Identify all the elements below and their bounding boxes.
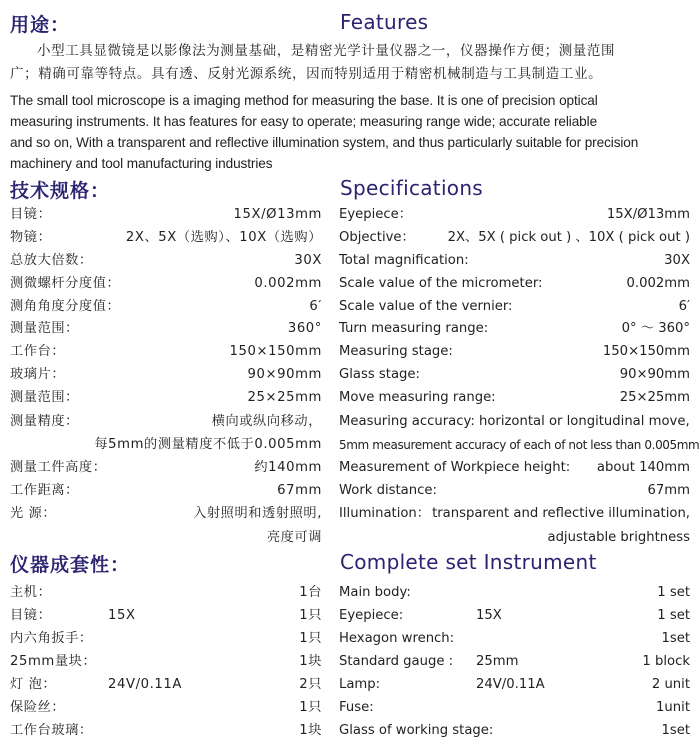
set-item-label: 25mm量块： — [10, 654, 97, 669]
set-item-label: Hexagon wrench: — [339, 631, 455, 646]
set-title-cn: 仪器成套性： — [10, 554, 131, 576]
features-en-line: The small tool microscope is a imaging method for measuring the base. It is one of precision optical — [10, 93, 598, 108]
spec-row — [339, 273, 690, 295]
spec-value: 亮度可调 — [266, 530, 322, 545]
spec-row — [339, 341, 690, 363]
set-item-qty: 1只 — [299, 608, 322, 623]
spec-label: Measuring accuracy: horizontal or longitudinal move, — [339, 414, 690, 429]
set-item-label: Main body: — [339, 585, 411, 600]
spec-value: 横向或纵向移动， — [211, 414, 322, 429]
set-item-qty: 1块 — [299, 723, 322, 738]
spec-row — [10, 318, 322, 340]
spec-row — [339, 387, 690, 409]
set-item-spec: 24V/0.11A — [476, 677, 545, 692]
spec-row — [339, 503, 690, 525]
set-row — [10, 674, 322, 696]
spec-value: 90×90mm — [247, 367, 322, 382]
spec-value: 15X/Ø13mm — [606, 207, 690, 222]
set-item-label: 保险丝： — [10, 700, 66, 715]
set-item-label: Fuse: — [339, 700, 374, 715]
spec-row — [339, 411, 690, 433]
spec-value: 0° ～ 360° — [621, 321, 690, 336]
spec-value: 6′ — [678, 299, 690, 314]
spec-row — [10, 273, 322, 295]
set-item-qty: 1只 — [299, 631, 322, 646]
set-item-qty: 1只 — [299, 700, 322, 715]
spec-value: 每5mm的测量精度不低于0.005mm — [94, 437, 322, 452]
set-item-qty: 1 block — [642, 654, 690, 669]
features-paragraph-cn — [10, 40, 694, 86]
set-item-spec: 24V/0.11A — [108, 677, 183, 692]
set-row — [10, 628, 322, 650]
features-en-line: measuring instruments. It has features for easy to operate; measuring range wide; accurate reliable — [10, 114, 598, 129]
set-item-qty: 1 set — [657, 608, 690, 623]
set-item-spec: 15X — [476, 608, 502, 623]
set-item-qty: 1set — [661, 631, 690, 646]
spec-row — [10, 341, 322, 363]
spec-value: 2X、5X（选购）、10X（选购） — [125, 230, 322, 245]
spec-row — [339, 457, 690, 479]
spec-row — [339, 227, 690, 249]
spec-row — [339, 250, 690, 272]
spec-label: 测角角度分度值： — [10, 299, 121, 314]
spec-value: 0.002mm — [626, 276, 690, 291]
set-item-label: 工作台玻璃： — [10, 723, 93, 738]
spec-label: 测量精度： — [10, 414, 79, 429]
set-item-label: Eyepiece: — [339, 608, 404, 623]
spec-row — [10, 387, 322, 409]
set-item-label: 内六角扳手： — [10, 631, 93, 646]
set-item-label: 灯 泡： — [10, 677, 57, 692]
set-row — [339, 605, 690, 627]
set-item-spec: 25mm — [476, 654, 519, 669]
spec-row — [10, 227, 322, 249]
spec-row — [339, 296, 690, 318]
spec-label: Work distance: — [339, 483, 437, 498]
set-item-label: Glass of working stage: — [339, 723, 494, 738]
spec-row — [339, 204, 690, 226]
set-item-spec: 15X — [108, 608, 136, 623]
spec-label: Glass stage: — [339, 367, 420, 382]
set-row — [339, 674, 690, 696]
spec-row — [10, 364, 322, 386]
spec-label: 工作台： — [10, 344, 66, 359]
set-item-label: 目镜： — [10, 608, 52, 623]
spec-row — [10, 503, 322, 525]
set-row — [339, 697, 690, 719]
set-item-qty: 2 unit — [651, 677, 690, 692]
spec-value: 6′ — [309, 299, 322, 314]
set-title-en: Complete set Instrument — [340, 550, 597, 574]
spec-label: 测量工件高度： — [10, 460, 107, 475]
spec-label: 测微螺杆分度值： — [10, 276, 121, 291]
spec-label: Move measuring range: — [339, 390, 496, 405]
set-row — [10, 697, 322, 719]
set-item-qty: 1台 — [299, 585, 322, 600]
spec-label: 测量范围： — [10, 321, 79, 336]
spec-row — [10, 250, 322, 272]
specs-title-en: Specifications — [340, 176, 484, 200]
spec-label: Eyepiece： — [339, 207, 412, 222]
features-title-en: Features — [340, 10, 429, 34]
spec-row — [339, 480, 690, 502]
set-row — [10, 582, 322, 604]
spec-row — [339, 364, 690, 386]
spec-row — [10, 527, 322, 549]
features-cn-line: 小型工具显微镜是以影像法为测量基础，是精密光学计量仪器之一，仪器操作方便；测量范围 — [37, 43, 616, 59]
spec-label: Measurement of Workpiece height: — [339, 460, 571, 475]
spec-label: 5mm measurement accuracy of each of not less than 0.005mm — [339, 438, 700, 452]
spec-value: 90×90mm — [619, 367, 690, 382]
spec-row — [10, 411, 322, 433]
spec-label: 物镜： — [10, 230, 52, 245]
spec-row — [10, 434, 322, 456]
spec-row — [10, 480, 322, 502]
set-row — [339, 628, 690, 650]
set-row — [339, 651, 690, 673]
spec-label: Illumination： — [339, 506, 430, 521]
spec-value: 15X/Ø13mm — [233, 207, 322, 222]
spec-label: 测量范围： — [10, 390, 79, 405]
spec-label: 玻璃片： — [10, 367, 66, 382]
set-row — [339, 720, 690, 742]
set-item-label: Lamp: — [339, 677, 381, 692]
spec-row — [339, 318, 690, 340]
features-title-cn: 用途： — [10, 14, 71, 36]
spec-row — [339, 527, 690, 549]
spec-value: 67mm — [647, 483, 690, 498]
set-item-qty: 2只 — [299, 677, 322, 692]
spec-label: 光 源： — [10, 506, 57, 521]
set-item-qty: 1 set — [657, 585, 690, 600]
spec-label: Scale value of the micrometer: — [339, 276, 543, 291]
spec-value: 约140mm — [254, 460, 322, 475]
spec-value: transparent and reflective illumination, — [432, 506, 690, 521]
spec-row — [339, 434, 700, 456]
set-item-qty: 1unit — [656, 700, 690, 715]
features-cn-line: 广；精确可靠等特点。具有透、反射光源系统，因而特别适用于精密机械制造与工具制造工业。 — [10, 66, 603, 82]
set-row — [10, 651, 322, 673]
set-item-label: Standard gauge : — [339, 654, 454, 669]
set-item-qty: 1set — [661, 723, 690, 738]
features-en-line: machinery and tool manufacturing industries — [10, 156, 273, 171]
spec-label: 目镜： — [10, 207, 52, 222]
specs-title-cn: 技术规格： — [10, 180, 111, 202]
spec-value: 25×25mm — [619, 390, 690, 405]
spec-value: 25×25mm — [247, 390, 322, 405]
set-item-qty: 1块 — [299, 654, 322, 669]
spec-value: 0.002mm — [254, 276, 322, 291]
spec-row — [10, 457, 322, 479]
spec-label: Turn measuring range: — [339, 321, 489, 336]
set-item-label: 主机： — [10, 585, 52, 600]
spec-value: 2X、5X ( pick out ) 、10X ( pick out ) — [447, 230, 690, 245]
spec-label: Objective： — [339, 230, 415, 245]
set-row — [10, 720, 322, 742]
spec-value: 360° — [287, 321, 322, 336]
set-row — [339, 582, 690, 604]
spec-row — [10, 204, 322, 226]
features-en-line: and so on, With a transparent and reflective illumination system, and thus particularly suitable for precision — [10, 135, 639, 150]
spec-value: about 140mm — [596, 460, 690, 475]
spec-value: 150×150mm — [602, 344, 690, 359]
spec-value: 30X — [664, 253, 690, 268]
spec-row — [10, 296, 322, 318]
spec-value: adjustable brightness — [547, 530, 690, 545]
spec-value: 150×150mm — [229, 344, 322, 359]
spec-value: 入射照明和透射照明, — [193, 506, 322, 521]
spec-value: 67mm — [277, 483, 322, 498]
spec-label: Measuring stage: — [339, 344, 453, 359]
set-row — [10, 605, 322, 627]
spec-label: 工作距离： — [10, 483, 79, 498]
features-paragraph-en — [10, 90, 700, 174]
spec-value: 30X — [294, 253, 322, 268]
spec-label: 总放大倍数： — [10, 253, 93, 268]
spec-label: Total magnification: — [339, 253, 469, 268]
spec-label: Scale value of the vernier: — [339, 299, 513, 314]
